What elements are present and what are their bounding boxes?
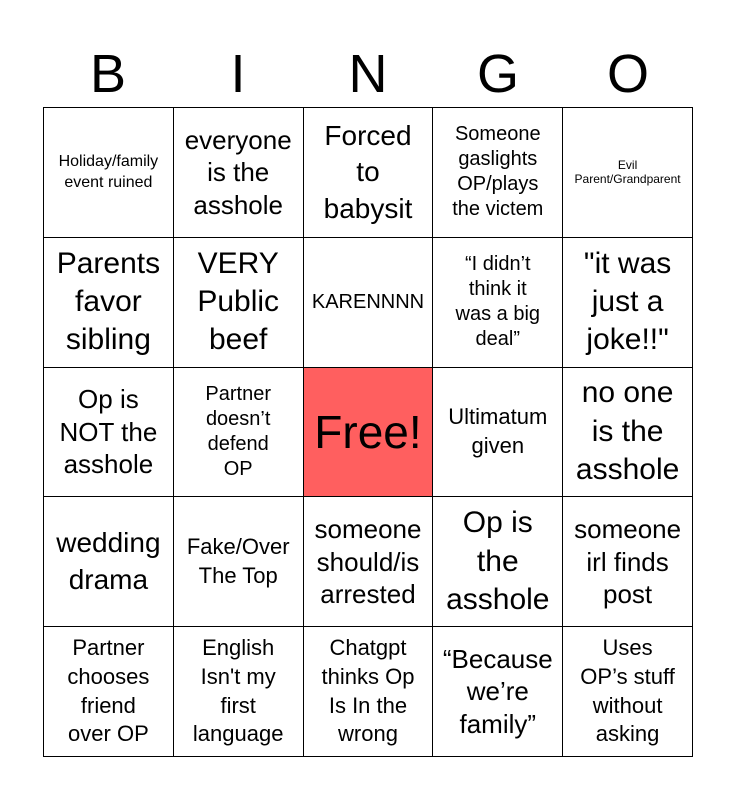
bingo-cell[interactable]: Op is the asshole	[433, 497, 563, 627]
bingo-header	[43, 42, 693, 106]
bingo-cell[interactable]: wedding drama	[44, 497, 174, 627]
bingo-cell[interactable]: “Because we’re family”	[433, 627, 563, 757]
bingo-cell[interactable]: English Isn't my first language	[174, 627, 304, 757]
header-letter-o: O	[606, 44, 649, 104]
bingo-cell[interactable]: Chatgpt thinks Op Is In the wrong	[304, 627, 434, 757]
header-letter-n: N	[348, 44, 388, 104]
bingo-cell[interactable]: Partner doesn’t defend OP	[174, 368, 304, 498]
bingo-cell[interactable]: Fake/Over The Top	[174, 497, 304, 627]
bingo-cell[interactable]: Holiday/family event ruined	[44, 108, 174, 238]
header-letter-g: G	[476, 44, 519, 104]
bingo-cell[interactable]: everyone is the asshole	[174, 108, 304, 238]
bingo-cell[interactable]: Someone gaslights OP/plays the victem	[433, 108, 563, 238]
header-letter-i: I	[230, 44, 246, 104]
free-space-cell[interactable]: Free!	[304, 368, 434, 498]
bingo-cell[interactable]: “I didn’t think it was a big deal”	[433, 238, 563, 368]
bingo-cell[interactable]: KARENNNN	[304, 238, 434, 368]
bingo-cell[interactable]: "it was just a joke!!"	[563, 238, 693, 368]
bingo-cell[interactable]: someone irl finds post	[563, 497, 693, 627]
bingo-cell[interactable]: Forced to babysit	[304, 108, 434, 238]
bingo-cell[interactable]: Ultimatum given	[433, 368, 563, 498]
bingo-cell[interactable]: Parents favor sibling	[44, 238, 174, 368]
header-letter-b: B	[89, 44, 127, 104]
bingo-cell[interactable]: Op is NOT the asshole	[44, 368, 174, 498]
bingo-cell[interactable]: Evil Parent/Grandparent	[563, 108, 693, 238]
bingo-cell[interactable]: no one is the asshole	[563, 368, 693, 498]
bingo-cell[interactable]: VERY Public beef	[174, 238, 304, 368]
bingo-cell[interactable]: Partner chooses friend over OP	[44, 627, 174, 757]
bingo-cell[interactable]: Uses OP’s stuff without asking	[563, 627, 693, 757]
bingo-board	[43, 107, 693, 757]
bingo-cell[interactable]: someone should/is arrested	[304, 497, 434, 627]
